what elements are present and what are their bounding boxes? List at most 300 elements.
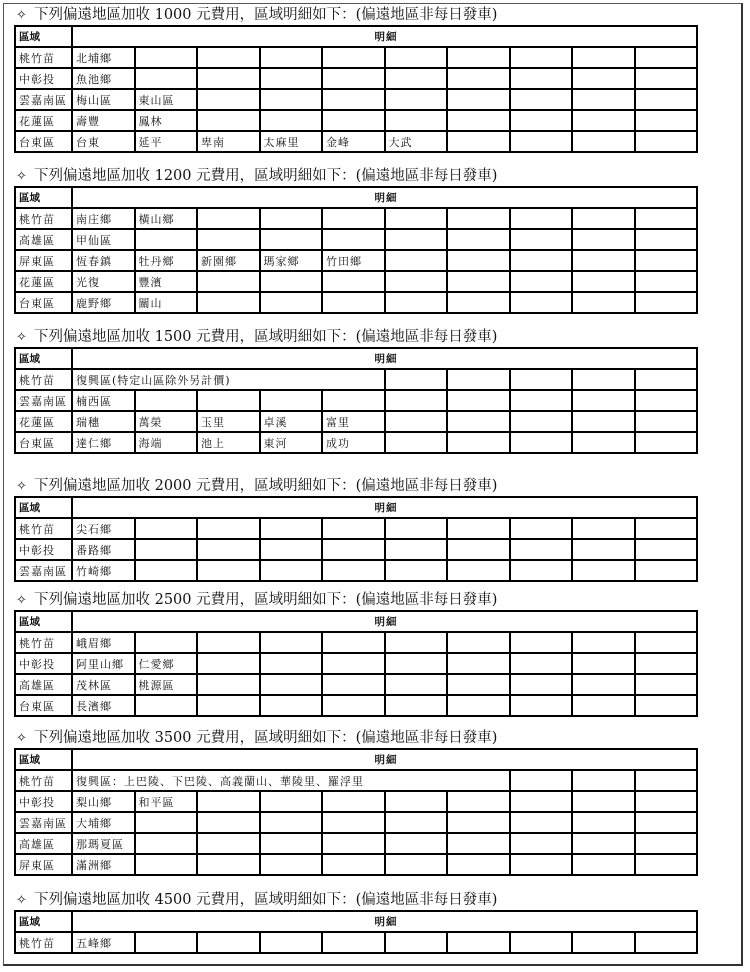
detail-cell xyxy=(635,560,698,581)
detail-cell xyxy=(447,369,510,390)
detail-cell xyxy=(510,791,573,812)
table-header-row xyxy=(15,348,697,369)
detail-cell xyxy=(635,47,698,68)
detail-cell xyxy=(197,932,260,953)
detail-cell xyxy=(635,208,698,229)
detail-cell xyxy=(510,560,573,581)
detail-cell xyxy=(510,674,573,695)
region-cell: 屏東區 xyxy=(15,854,72,875)
detail-cell xyxy=(385,674,448,695)
section-title: 下列偏遠地區加收 2500 元費用，區域明細如下：(偏遠地區非每日發車) xyxy=(34,592,498,608)
detail-cell xyxy=(385,833,448,854)
detail-cell xyxy=(260,47,323,68)
detail-cell xyxy=(447,432,510,453)
detail-cell: 豐濱 xyxy=(135,271,198,292)
detail-cell: 梅山區 xyxy=(72,89,135,110)
detail-cell: 仁愛鄉 xyxy=(135,653,198,674)
detail-cell xyxy=(447,208,510,229)
detail-cell xyxy=(447,539,510,560)
detail-cell xyxy=(322,932,385,953)
detail-cell xyxy=(572,812,635,833)
region-table xyxy=(14,610,698,717)
region-cell: 台東區 xyxy=(15,432,72,453)
detail-cell xyxy=(447,518,510,539)
detail-cell xyxy=(260,68,323,89)
detail-cell xyxy=(635,791,698,812)
region-cell: 桃竹苗 xyxy=(15,632,72,653)
detail-cell xyxy=(385,68,448,89)
detail-cell xyxy=(635,390,698,411)
fee-section-2500 xyxy=(14,590,696,717)
region-column-header: 區域 xyxy=(15,611,72,632)
region-cell: 台東區 xyxy=(15,131,72,152)
detail-cell xyxy=(322,539,385,560)
region-column-header: 區域 xyxy=(15,749,72,770)
detail-cell xyxy=(635,89,698,110)
detail-cell xyxy=(510,632,573,653)
detail-cell xyxy=(385,854,448,875)
detail-cell xyxy=(572,791,635,812)
detail-cell xyxy=(260,632,323,653)
detail-cell: 阿里山鄉 xyxy=(72,653,135,674)
detail-cell: 那瑪夏區 xyxy=(72,833,135,854)
detail-cell xyxy=(635,932,698,953)
detail-cell: 玉里 xyxy=(197,411,260,432)
region-cell: 桃竹苗 xyxy=(15,770,72,791)
detail-cell xyxy=(260,854,323,875)
region-cell: 雲嘉南區 xyxy=(15,560,72,581)
detail-cell xyxy=(447,560,510,581)
section-heading xyxy=(14,590,696,610)
detail-cell xyxy=(572,854,635,875)
detail-cell xyxy=(510,695,573,716)
detail-cell xyxy=(510,812,573,833)
detail-cell xyxy=(635,812,698,833)
detail-cell xyxy=(197,68,260,89)
detail-cell xyxy=(197,653,260,674)
detail-cell xyxy=(197,271,260,292)
detail-cell xyxy=(447,110,510,131)
merged-detail-cell: 復興區(特定山區除外另計價) xyxy=(72,369,385,390)
table-row xyxy=(15,68,697,89)
detail-cell: 太麻里 xyxy=(260,131,323,152)
detail-cell xyxy=(510,47,573,68)
detail-cell xyxy=(510,932,573,953)
table-row xyxy=(15,653,697,674)
detail-cell xyxy=(635,411,698,432)
section-title: 下列偏遠地區加收 2000 元費用，區域明細如下：(偏遠地區非每日發車) xyxy=(34,478,498,494)
detail-cell xyxy=(260,292,323,313)
region-table xyxy=(14,910,698,954)
detail-cell xyxy=(322,695,385,716)
table-row xyxy=(15,695,697,716)
fee-section-1500 xyxy=(14,327,696,454)
detail-cell xyxy=(385,271,448,292)
table-header-row xyxy=(15,187,697,208)
fee-section-4500 xyxy=(14,890,696,954)
detail-cell xyxy=(447,292,510,313)
detail-cell xyxy=(447,68,510,89)
detail-cell xyxy=(197,833,260,854)
region-column-header: 區域 xyxy=(15,26,72,47)
table-row xyxy=(15,518,697,539)
detail-cell xyxy=(510,89,573,110)
detail-cell xyxy=(385,432,448,453)
detail-cell xyxy=(635,250,698,271)
white-diamond-icon: ✧ xyxy=(16,330,27,345)
detail-cell xyxy=(197,560,260,581)
detail-cell xyxy=(510,411,573,432)
detail-cell xyxy=(572,250,635,271)
detail-cell xyxy=(260,560,323,581)
detail-cell xyxy=(135,390,198,411)
detail-cell xyxy=(510,68,573,89)
detail-cell xyxy=(260,110,323,131)
region-table xyxy=(14,25,698,153)
region-cell: 桃竹苗 xyxy=(15,932,72,953)
detail-cell xyxy=(322,791,385,812)
region-cell: 桃竹苗 xyxy=(15,47,72,68)
detail-cell: 關山 xyxy=(135,292,198,313)
detail-cell xyxy=(635,518,698,539)
detail-cell xyxy=(572,68,635,89)
detail-cell xyxy=(260,208,323,229)
detail-cell xyxy=(197,854,260,875)
detail-cell: 光復 xyxy=(72,271,135,292)
detail-cell xyxy=(135,518,198,539)
detail-cell: 東山區 xyxy=(135,89,198,110)
white-diamond-icon: ✧ xyxy=(16,169,27,184)
detail-cell xyxy=(260,833,323,854)
detail-cell xyxy=(635,131,698,152)
detail-cell xyxy=(260,89,323,110)
white-diamond-icon: ✧ xyxy=(16,731,27,746)
detail-cell xyxy=(260,518,323,539)
detail-cell xyxy=(322,292,385,313)
detail-cell xyxy=(385,89,448,110)
region-column-header: 區域 xyxy=(15,497,72,518)
region-cell: 中彰投 xyxy=(15,791,72,812)
detail-cell xyxy=(385,390,448,411)
table-row xyxy=(15,47,697,68)
detail-cell xyxy=(260,674,323,695)
detail-cell xyxy=(447,47,510,68)
section-heading xyxy=(14,327,696,347)
detail-cell xyxy=(635,653,698,674)
region-cell: 桃竹苗 xyxy=(15,369,72,390)
detail-cell xyxy=(572,518,635,539)
section-heading xyxy=(14,476,696,496)
detail-cell: 梨山鄉 xyxy=(72,791,135,812)
table-header-row xyxy=(15,611,697,632)
detail-cell: 新園鄉 xyxy=(197,250,260,271)
detail-cell xyxy=(510,653,573,674)
detail-cell xyxy=(510,854,573,875)
detail-cell: 東河 xyxy=(260,432,323,453)
detail-cell: 延平 xyxy=(135,131,198,152)
detail-cell: 大埔鄉 xyxy=(72,812,135,833)
table-header-row xyxy=(15,497,697,518)
detail-cell xyxy=(385,110,448,131)
detail-cell xyxy=(197,539,260,560)
detail-cell xyxy=(572,369,635,390)
region-table xyxy=(14,347,698,454)
detail-cell xyxy=(260,791,323,812)
region-cell: 雲嘉南區 xyxy=(15,812,72,833)
detail-cell xyxy=(385,539,448,560)
detail-cell xyxy=(322,89,385,110)
detail-cell xyxy=(197,518,260,539)
detail-cell xyxy=(572,560,635,581)
table-row xyxy=(15,833,697,854)
detail-cell: 萬榮 xyxy=(135,411,198,432)
detail-column-header: 明細 xyxy=(72,611,697,632)
detail-cell xyxy=(635,292,698,313)
fee-section-2000 xyxy=(14,476,696,582)
detail-cell xyxy=(635,271,698,292)
detail-cell xyxy=(447,229,510,250)
detail-cell xyxy=(572,674,635,695)
detail-cell xyxy=(447,791,510,812)
detail-cell xyxy=(260,539,323,560)
table-row xyxy=(15,208,697,229)
region-cell: 花蓮區 xyxy=(15,271,72,292)
detail-cell xyxy=(197,110,260,131)
white-diamond-icon: ✧ xyxy=(16,8,27,23)
region-column-header: 區域 xyxy=(15,348,72,369)
detail-column-header: 明細 xyxy=(72,497,697,518)
region-table xyxy=(14,496,698,582)
detail-cell xyxy=(572,229,635,250)
detail-cell xyxy=(135,68,198,89)
detail-cell xyxy=(447,653,510,674)
detail-cell xyxy=(260,653,323,674)
region-table xyxy=(14,748,698,876)
white-diamond-icon: ✧ xyxy=(16,479,27,494)
table-row xyxy=(15,632,697,653)
detail-cell xyxy=(385,411,448,432)
detail-cell xyxy=(447,833,510,854)
detail-cell xyxy=(572,932,635,953)
detail-column-header: 明細 xyxy=(72,749,697,770)
region-cell: 花蓮區 xyxy=(15,110,72,131)
detail-cell xyxy=(510,432,573,453)
detail-cell: 番路鄉 xyxy=(72,539,135,560)
detail-cell: 桃源區 xyxy=(135,674,198,695)
detail-column-header: 明細 xyxy=(72,348,697,369)
detail-cell xyxy=(197,812,260,833)
detail-cell xyxy=(572,131,635,152)
detail-cell xyxy=(635,539,698,560)
table-row xyxy=(15,932,697,953)
detail-cell: 卑南 xyxy=(197,131,260,152)
detail-cell xyxy=(510,131,573,152)
detail-cell xyxy=(135,229,198,250)
region-column-header: 區域 xyxy=(15,187,72,208)
detail-cell xyxy=(260,271,323,292)
detail-cell xyxy=(385,653,448,674)
detail-cell: 恆春鎮 xyxy=(72,250,135,271)
merged-detail-cell: 復興區：上巴陵、下巴陵、高義蘭山、華陵里、羅浮里 xyxy=(72,770,510,791)
detail-cell xyxy=(385,47,448,68)
detail-cell xyxy=(322,229,385,250)
detail-cell xyxy=(135,932,198,953)
detail-cell: 楠西區 xyxy=(72,390,135,411)
detail-cell: 茂林區 xyxy=(72,674,135,695)
detail-cell xyxy=(197,47,260,68)
detail-cell xyxy=(135,632,198,653)
detail-cell: 池上 xyxy=(197,432,260,453)
detail-cell xyxy=(322,833,385,854)
detail-cell: 牡丹鄉 xyxy=(135,250,198,271)
section-title: 下列偏遠地區加收 1500 元費用，區域明細如下：(偏遠地區非每日發車) xyxy=(34,329,498,345)
region-cell: 桃竹苗 xyxy=(15,208,72,229)
detail-cell: 竹田鄉 xyxy=(322,250,385,271)
detail-cell xyxy=(635,68,698,89)
table-row xyxy=(15,229,697,250)
detail-cell xyxy=(510,770,573,791)
table-row xyxy=(15,411,697,432)
detail-cell xyxy=(635,770,698,791)
detail-cell: 北埔鄉 xyxy=(72,47,135,68)
detail-cell: 滿洲鄉 xyxy=(72,854,135,875)
detail-cell: 成功 xyxy=(322,432,385,453)
region-cell: 屏東區 xyxy=(15,250,72,271)
detail-cell xyxy=(510,250,573,271)
detail-cell xyxy=(447,632,510,653)
table-row xyxy=(15,791,697,812)
detail-cell: 五峰鄉 xyxy=(72,932,135,953)
detail-cell xyxy=(322,854,385,875)
detail-cell: 竹崎鄉 xyxy=(72,560,135,581)
detail-cell xyxy=(510,271,573,292)
detail-cell xyxy=(510,539,573,560)
detail-cell: 卓溪 xyxy=(260,411,323,432)
detail-cell xyxy=(385,932,448,953)
table-row xyxy=(15,250,697,271)
detail-cell xyxy=(572,432,635,453)
detail-cell xyxy=(572,208,635,229)
detail-cell: 峨眉鄉 xyxy=(72,632,135,653)
section-heading xyxy=(14,890,696,910)
detail-cell xyxy=(385,560,448,581)
detail-cell xyxy=(385,369,448,390)
table-header-row xyxy=(15,911,697,932)
table-row xyxy=(15,432,697,453)
detail-cell: 達仁鄉 xyxy=(72,432,135,453)
detail-cell xyxy=(260,695,323,716)
detail-cell xyxy=(447,250,510,271)
detail-cell xyxy=(385,632,448,653)
detail-cell xyxy=(635,369,698,390)
detail-cell xyxy=(197,791,260,812)
detail-cell xyxy=(260,390,323,411)
detail-cell xyxy=(635,833,698,854)
detail-cell xyxy=(572,110,635,131)
detail-cell xyxy=(385,208,448,229)
detail-cell xyxy=(322,632,385,653)
white-diamond-icon: ✧ xyxy=(16,593,27,608)
section-title: 下列偏遠地區加收 4500 元費用，區域明細如下：(偏遠地區非每日發車) xyxy=(34,892,498,908)
detail-cell xyxy=(197,292,260,313)
detail-cell xyxy=(572,770,635,791)
detail-cell: 魚池鄉 xyxy=(72,68,135,89)
detail-column-header: 明細 xyxy=(72,187,697,208)
section-heading xyxy=(14,728,696,748)
detail-cell xyxy=(385,695,448,716)
detail-cell: 台東 xyxy=(72,131,135,152)
section-heading xyxy=(14,5,696,25)
detail-cell xyxy=(385,250,448,271)
region-cell: 高雄區 xyxy=(15,674,72,695)
detail-cell xyxy=(447,131,510,152)
detail-cell xyxy=(572,833,635,854)
table-row xyxy=(15,560,697,581)
detail-cell xyxy=(447,812,510,833)
detail-cell: 金峰 xyxy=(322,131,385,152)
detail-cell xyxy=(197,632,260,653)
detail-cell xyxy=(510,833,573,854)
detail-cell xyxy=(135,833,198,854)
detail-cell xyxy=(572,411,635,432)
detail-cell xyxy=(572,390,635,411)
section-title: 下列偏遠地區加收 3500 元費用，區域明細如下：(偏遠地區非每日發車) xyxy=(34,730,498,746)
white-diamond-icon: ✧ xyxy=(16,893,27,908)
detail-cell xyxy=(447,89,510,110)
detail-cell xyxy=(635,110,698,131)
region-cell: 高雄區 xyxy=(15,229,72,250)
detail-cell xyxy=(447,932,510,953)
detail-cell xyxy=(135,854,198,875)
fee-section-1200 xyxy=(14,166,696,314)
detail-cell xyxy=(135,560,198,581)
table-row xyxy=(15,770,697,791)
detail-cell: 海端 xyxy=(135,432,198,453)
detail-cell: 橫山鄉 xyxy=(135,208,198,229)
detail-cell xyxy=(572,271,635,292)
table-row xyxy=(15,89,697,110)
table-row xyxy=(15,110,697,131)
section-heading xyxy=(14,166,696,186)
detail-cell xyxy=(635,632,698,653)
table-row xyxy=(15,390,697,411)
detail-cell xyxy=(572,695,635,716)
detail-cell xyxy=(322,560,385,581)
detail-cell: 鳳林 xyxy=(135,110,198,131)
detail-cell xyxy=(447,854,510,875)
detail-cell: 鹿野鄉 xyxy=(72,292,135,313)
region-cell: 台東區 xyxy=(15,695,72,716)
table-header-row xyxy=(15,749,697,770)
detail-cell xyxy=(635,695,698,716)
detail-cell xyxy=(135,695,198,716)
fee-section-1000 xyxy=(14,5,696,153)
section-title: 下列偏遠地區加收 1000 元費用，區域明細如下：(偏遠地區非每日發車) xyxy=(34,7,498,23)
detail-cell xyxy=(322,110,385,131)
detail-cell: 大武 xyxy=(385,131,448,152)
detail-cell xyxy=(260,229,323,250)
detail-cell: 長濱鄉 xyxy=(72,695,135,716)
table-row xyxy=(15,674,697,695)
detail-cell xyxy=(135,47,198,68)
detail-cell: 瑞穗 xyxy=(72,411,135,432)
region-cell: 雲嘉南區 xyxy=(15,390,72,411)
detail-cell xyxy=(572,653,635,674)
detail-cell xyxy=(135,539,198,560)
table-header-row xyxy=(15,26,697,47)
detail-cell xyxy=(197,390,260,411)
detail-cell xyxy=(635,674,698,695)
